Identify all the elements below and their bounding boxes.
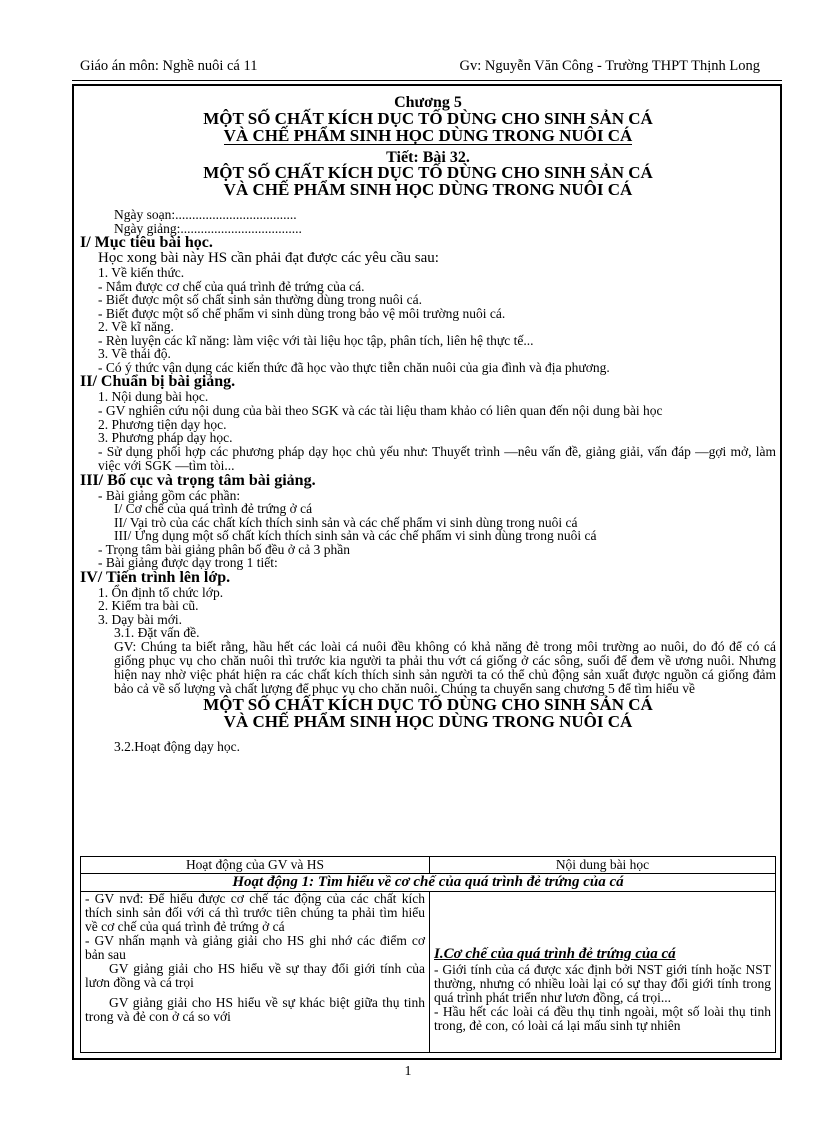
s3-b: - Trọng tâm bài giảng phân bố đều ở cả 3 phần	[98, 541, 350, 557]
document-body	[80, 96, 776, 753]
lesson-title-2: VÀ CHẾ PHẨM SINH HỌC DÙNG TRONG NUÔI CÁ	[223, 180, 633, 199]
s3-a1: I/ Cơ chế của quá trình đẻ trứng ở cá	[114, 501, 313, 516]
s1-k1a: - Nắm được cơ chế của quá trình đẻ trứng của cá.	[98, 278, 365, 294]
left-p4: GV giảng giải cho HS hiểu về sự khác biệt giữa thụ tinh trong và đẻ con ở cá so với	[85, 995, 425, 1024]
activity-right-cell	[430, 892, 776, 1053]
s4-i3: 3. Dạy bài mới.	[98, 611, 182, 627]
s1-k3a: - Có ý thức vận dụng các kiến thức đã học vào thực tiễn chăn nuôi của gia đình và địa phương.	[98, 359, 610, 375]
activity-table	[80, 856, 776, 1053]
s1-intro: Học xong bài này HS cần phải đạt được các yêu cầu sau:	[98, 250, 439, 266]
s1-k2: 2. Về kĩ năng.	[98, 319, 174, 334]
left-p1: - GV nvđ: Để hiểu được cơ chế tác động của các chất kích thích sinh sản đối với cá thì trước tiên chúng ta phải tìm hiểu về cơ chế của quá trình đẻ trứng ở cá	[85, 891, 425, 934]
s1-k3: 3. Về thái độ.	[98, 346, 171, 361]
s4-title-2: VÀ CHẾ PHẨM SINH HỌC DÙNG TRONG NUÔI CÁ	[223, 711, 633, 731]
date-taught: Ngày giảng:....................................	[114, 220, 302, 236]
s4-i1: 1. Ổn định tổ chức lớp.	[98, 584, 224, 600]
chapter-title-2: VÀ CHẾ PHẨM SINH HỌC DÙNG TRONG NUÔI CÁ	[223, 125, 633, 145]
left-p2: - GV nhấn mạnh và giảng giải cho HS ghi nhớ các điểm cơ bản sau	[85, 933, 425, 962]
s2-p3: 3. Phương pháp dạy học.	[98, 430, 233, 445]
s1-k1c: - Biết được một số chế phẩm vi sinh dùng trong bảo vệ môi trường nuôi cá.	[98, 305, 506, 321]
s2-p1a: - GV nghiên cứu nội dung của bài theo SGK và các tài liệu tham khảo có liên quan đến nội dung bài học	[98, 402, 663, 418]
s3-c: - Bài giảng được dạy trong 1 tiết:	[98, 555, 278, 570]
activity-1-title: Hoạt động 1: Tìm hiểu về cơ chế của quá trình đẻ trứng của cá	[81, 874, 776, 892]
date-prepared: Ngày soạn:....................................	[114, 207, 297, 222]
header-right: Gv: Nguyễn Văn Công - Trường THPT Thịnh Long	[459, 58, 760, 74]
s3-a2: II/ Vai trò của các chất kích thích sinh sản và các chế phẩm vi sinh dùng trong nuôi cá	[114, 514, 578, 530]
s4-title-1: MỘT SỐ CHẤT KÍCH DỤC TỐ DÙNG CHO SINH SẢN CÁ	[203, 694, 653, 714]
s1-k1b: - Biết được một số chất sinh sản thường dùng trong nuôi cá.	[98, 292, 422, 307]
header-left: Giáo án môn: Nghề nuôi cá 11	[80, 58, 258, 74]
s2-p1: 1. Nội dung bài học.	[98, 389, 209, 404]
s2-p2: 2. Phương tiện dạy học.	[98, 416, 227, 432]
s1-k2a: - Rèn luyện các kĩ năng: làm việc với tài liệu học tập, phân tích, liên hệ thực tế...	[98, 332, 534, 348]
section-4-title: IV/ Tiến trình lên lớp.	[80, 568, 231, 586]
s3-a3: III/ Ứng dụng một số chất kích thích sinh sản và các chế phẩm vi sinh dùng trong nuôi cá	[114, 528, 597, 543]
section-1-title: I/ Mục tiêu bài học.	[80, 234, 213, 251]
col-header-content: Nội dung bài học	[430, 857, 776, 874]
page-header	[80, 58, 760, 78]
s4-i32: 3.2.Hoạt động dạy học.	[114, 738, 240, 754]
section-3-title: III/ Bố cục và trọng tâm bài giảng.	[80, 471, 316, 489]
page-number: 1	[404, 1064, 412, 1079]
lesson-label: Tiết: Bài 32.	[386, 148, 470, 166]
right-p1: - Giới tính của cá được xác định bởi NST giới tính hoặc NST thường, nhưng có nhiều loài lại có sự thay đổi giới tính trong quá trình phát triển như lươn đồng, cá trọi...	[434, 962, 771, 1005]
lesson-title-1: MỘT SỐ CHẤT KÍCH DỤC TỐ DÙNG CHO SINH SẢN CÁ	[203, 163, 653, 182]
col-header-activities: Hoạt động của GV và HS	[81, 857, 430, 874]
chapter-label: Chương 5	[394, 94, 462, 111]
right-title: I.Cơ chế của quá trình đẻ trứng của cá	[434, 946, 676, 962]
right-p2: - Hầu hết các loài cá đều thụ tinh ngoài, một số loài thụ tinh trong, đẻ con, có loài cá lại mấu sinh tự nhiên	[434, 1004, 771, 1033]
s4-gv-paragraph: GV: Chúng ta biết rằng, hầu hết các loài cá nuôi đều không có khả năng đẻ trong môi trường ao nuôi, do đó để có cá giống phục vụ cho chăn nuôi thì trước kia người ta phải thu vớt cá giống ở các sông, suối để đem về ương nuôi. Nhưng hiện nay nhờ việc phát hiện ra các chất kích thích sinh sản người ta có thể chủ động sản xuất được nguồn cá giống đảm bảo cả về số lượng và chất lượng để phục vụ cho chăn nuôi. Chúng ta chuyển sang chương 5 để tìm hiểu về	[114, 638, 776, 696]
activity-left-cell	[81, 892, 430, 1053]
s2-p3a: - Sử dụng phối hợp các phương pháp dạy học chủ yếu như: Thuyết trình —nêu vấn đề, giảng giải, vấn đáp —gợi mở, làm việc với SGK —tìm tòi...	[98, 443, 776, 473]
left-p3: GV giảng giải cho HS hiểu về sự thay đổi giới tính của lươn đồng và cá trọi	[85, 961, 425, 990]
header-rule	[72, 80, 782, 81]
s3-a: - Bài giảng gồm các phần:	[98, 487, 241, 503]
s4-i31: 3.1. Đặt vấn đề.	[114, 625, 200, 640]
s4-i2: 2. Kiểm tra bài cũ.	[98, 598, 199, 613]
section-2-title: II/ Chuẩn bị bài giảng.	[80, 373, 236, 390]
chapter-title-1: MỘT SỐ CHẤT KÍCH DỤC TỐ DÙNG CHO SINH SẢN CÁ	[203, 108, 653, 128]
s1-k1: 1. Về kiến thức.	[98, 265, 185, 280]
